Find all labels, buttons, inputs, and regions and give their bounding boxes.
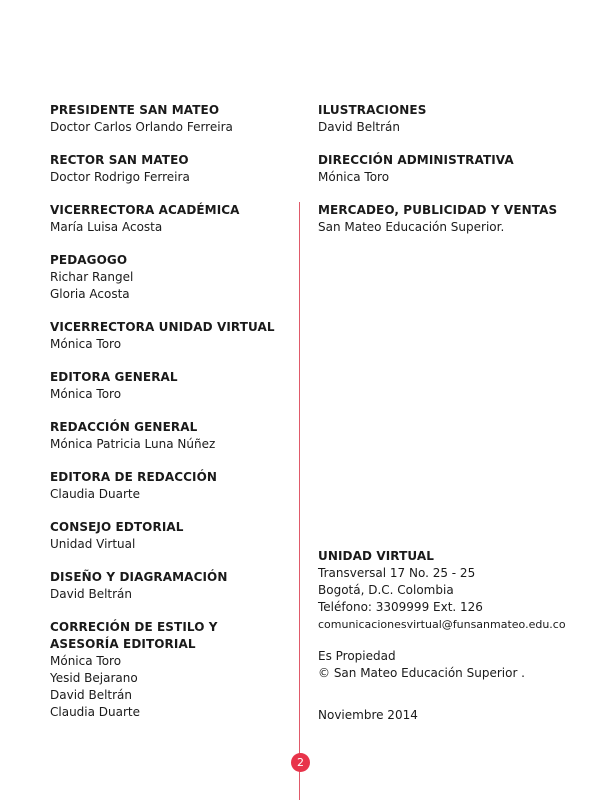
credit-name: Mónica Toro: [50, 337, 122, 351]
credit-block: [318, 152, 588, 186]
ownership-notice: [318, 648, 588, 682]
credit-name: David Beltrán: [50, 688, 133, 702]
credit-heading: PRESIDENTE SAN MATEO: [50, 103, 220, 117]
unidad-virtual-heading: UNIDAD VIRTUAL: [318, 549, 434, 563]
credit-name: San Mateo Educación Superior.: [318, 220, 505, 234]
credit-name: Unidad Virtual: [50, 537, 136, 551]
credit-heading: EDITORA GENERAL: [50, 370, 178, 384]
copyright-line: © San Mateo Educación Superior .: [318, 666, 525, 680]
credit-name: Claudia Duarte: [50, 487, 141, 501]
credit-name: David Beltrán: [50, 587, 133, 601]
credit-name: Doctor Carlos Orlando Ferreira: [50, 120, 233, 134]
credit-block: [50, 319, 290, 353]
credit-heading: ILUSTRACIONES: [318, 103, 427, 117]
credit-block: [50, 152, 290, 186]
credit-block: [50, 252, 290, 303]
credit-block: [318, 202, 588, 236]
credit-name: María Luisa Acosta: [50, 220, 163, 234]
city-line: Bogotá, D.C. Colombia: [318, 583, 454, 597]
credit-block: [318, 102, 588, 136]
credit-heading: REDACCIÓN GENERAL: [50, 420, 198, 434]
credit-heading: MERCADEO, PUBLICIDAD Y VENTAS: [318, 203, 558, 217]
credit-heading: PEDAGOGO: [50, 253, 128, 267]
credit-heading: DIRECCIÓN ADMINISTRATIVA: [318, 153, 514, 167]
email-link[interactable]: comunicacionesvirtual@funsanmateo.edu.co: [318, 618, 566, 631]
publication-date: Noviembre 2014: [318, 708, 418, 722]
credit-block: [50, 102, 290, 136]
credit-block: [50, 202, 290, 236]
column-divider: [299, 202, 300, 800]
credit-block: [50, 569, 290, 603]
credit-name: Mónica Patricia Luna Núñez: [50, 437, 216, 451]
page-number-badge: 2: [291, 753, 310, 772]
credit-name: Claudia Duarte: [50, 705, 141, 719]
credit-name: David Beltrán: [318, 120, 401, 134]
credit-name: Mónica Toro: [50, 654, 122, 668]
right-credits-column: [318, 102, 588, 252]
credit-block: [50, 519, 290, 553]
address-line: Transversal 17 No. 25 - 25: [318, 566, 476, 580]
credit-heading: VICERRECTORA UNIDAD VIRTUAL: [50, 320, 275, 334]
credit-heading: RECTOR SAN MATEO: [50, 153, 189, 167]
credit-heading: CONSEJO EDTORIAL: [50, 520, 184, 534]
credit-heading: DISEÑO Y DIAGRAMACIÓN: [50, 570, 228, 584]
credit-name: Mónica Toro: [318, 170, 390, 184]
credit-heading: VICERRECTORA ACADÉMICA: [50, 203, 240, 217]
left-credits-column: [50, 102, 290, 737]
credit-name: Doctor Rodrigo Ferreira: [50, 170, 190, 184]
credit-block: [50, 469, 290, 503]
ownership-line: Es Propiedad: [318, 649, 396, 663]
credit-name: Yesid Bejarano: [50, 671, 138, 685]
unidad-virtual-contact: [318, 548, 588, 633]
credit-block: [50, 419, 290, 453]
credit-name: Gloria Acosta: [50, 287, 130, 301]
credit-heading: CORRECIÓN DE ESTILO Y ASESORÍA EDITORIAL: [50, 620, 218, 651]
credit-name: Richar Rangel: [50, 270, 134, 284]
credit-heading: EDITORA DE REDACCIÓN: [50, 470, 218, 484]
credit-block: [50, 619, 290, 721]
credit-name: Mónica Toro: [50, 387, 122, 401]
phone-line: Teléfono: 3309999 Ext. 126: [318, 600, 483, 614]
credit-block: [50, 369, 290, 403]
